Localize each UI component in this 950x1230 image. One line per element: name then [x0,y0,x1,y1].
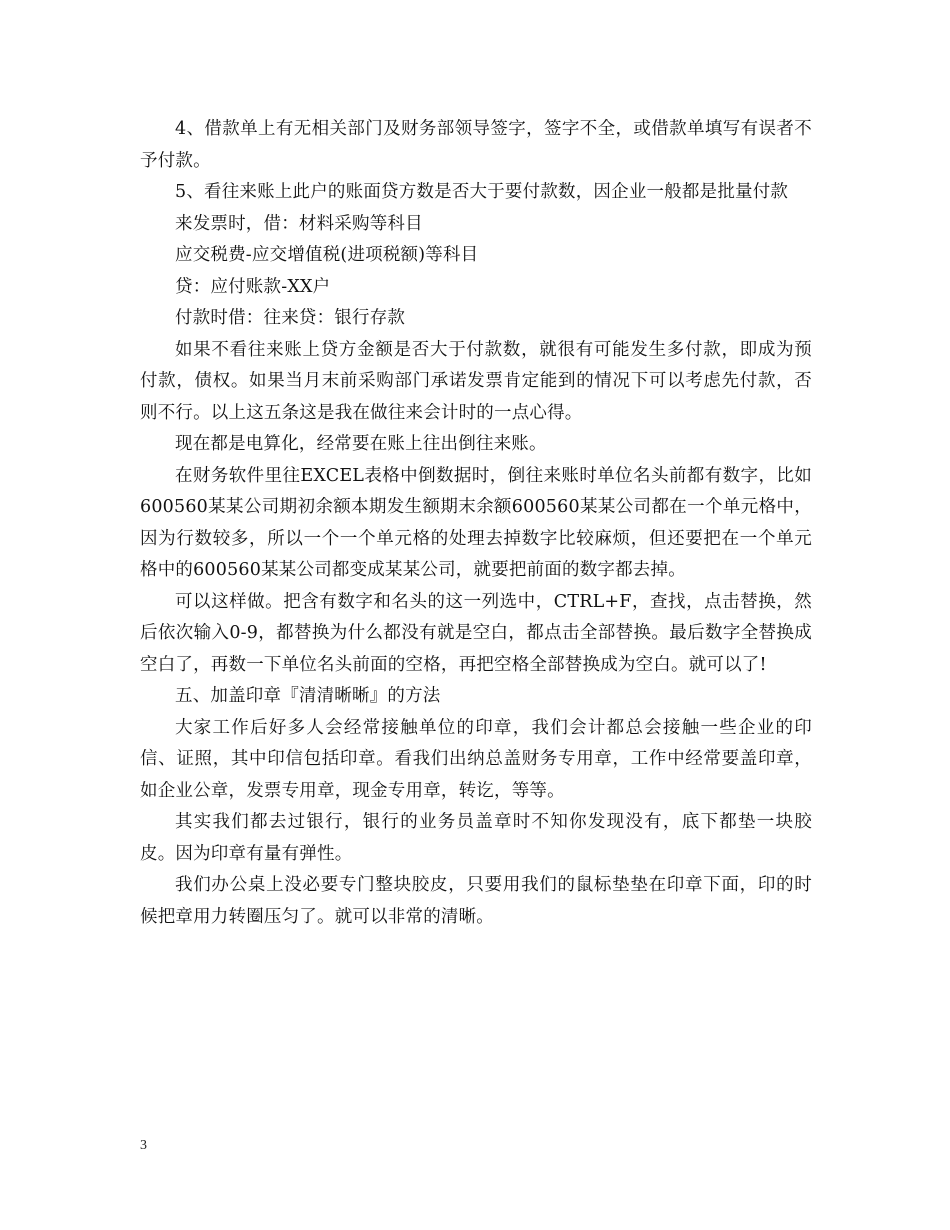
paragraph-6: 付款时借：往来贷：银行存款 [175,308,406,328]
paragraph-9: 在财务软件里往EXCEL表格中倒数据时，倒往来账时单位名头前都有数字，比如600560某某公司期初余额本期发生额期末余额600560某某公司都在一个单元格中，因为行数较多，所以一个一个单元格的处理去掉数字比较麻烦，但还要把在一个单元格中的600560某某公司都变成某某公司，就要把前面的数字都去掉。 [140,465,812,580]
paragraph-14: 我们办公桌上没必要专门整块胶皮，只要用我们的鼠标垫垫在印章下面，印的时候把章用力转圈压匀了。就可以非常的清晰。 [140,875,812,927]
paragraph-5: 贷：应付账款-XX户 [175,276,331,297]
paragraph-13: 其实我们都去过银行，银行的业务员盖章时不知你发现没有，底下都垫一块胶皮。因为印章有量有弹性。 [140,812,812,864]
paragraph-1: 4、借款单上有无相关部门及财务部领导签字，签字不全，或借款单填写有误者不予付款。 [140,119,812,171]
paragraph-7: 如果不看往来账上贷方金额是否大于付款数，就很有可能发生多付款，即成为预付款，债权。如果当月末前采购部门承诺发票肯定能到的情况下可以考虑先付款，否则不行。以上这五条这是我在做往来会计时的一点心得。 [140,339,812,423]
paragraph-4: 应交税费-应交增值税(进项税额)等科目 [175,245,479,265]
paragraph-10: 可以这样做。把含有数字和名头的这一列选中，CTRL+F，查找，点击替换，然后依次输入0-9，都替换为什么都没有就是空白，都点击全部替换。最后数字全替换成空白了，再数一下单位名头前面的空格，再把空格全部替换成为空白。就可以了! [140,591,812,675]
section-heading: 五、加盖印章『清清晰晰』的方法 [175,686,441,706]
paragraph-2: 5、看往来账上此户的账面贷方数是否大于要付款数，因企业一般都是批量付款 [175,182,789,202]
page-number: 3 [140,1138,147,1153]
paragraph-12: 大家工作后好多人会经常接触单位的印章，我们会计都总会接触一些企业的印信、证照，其中印信包括印章。看我们出纳总盖财务专用章，工作中经常要盖印章，如企业公章，发票专用章，现金专用章，转讫，等等。 [140,717,812,801]
paragraph-3: 来发票时，借：材料采购等科目 [175,213,423,234]
paragraph-8: 现在都是电算化，经常要在账上往出倒往来账。 [175,434,547,454]
page-body [140,114,812,933]
